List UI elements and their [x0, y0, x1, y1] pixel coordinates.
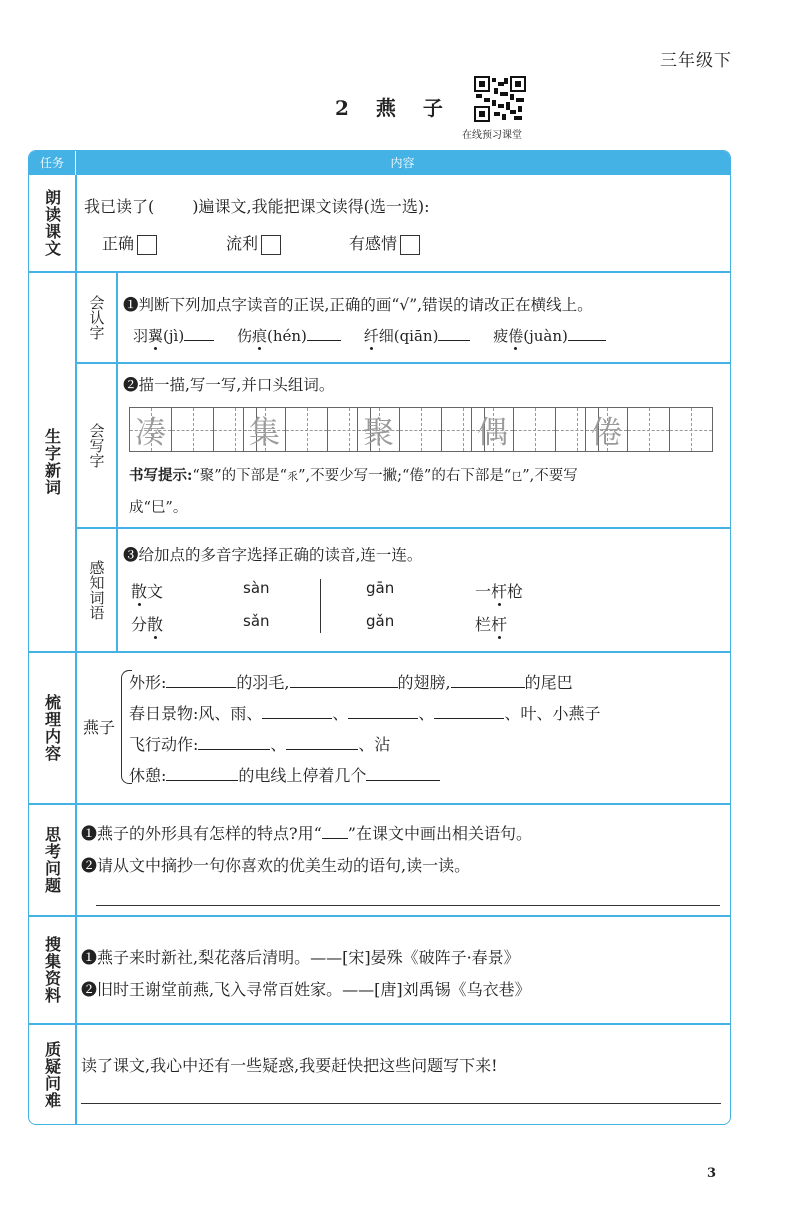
answer-line[interactable]	[81, 1103, 721, 1104]
answer-blank[interactable]	[198, 733, 270, 750]
header-task: 任务	[39, 156, 64, 170]
trace-character: 偶	[477, 415, 508, 451]
practice-cell[interactable]	[172, 408, 214, 451]
writing-tip: 书写提示:“聚”的下部是“乑”,不要少写一撇;“倦”的右下部是“㔾”,不要写	[129, 467, 578, 484]
section-label-collect: 搜集资料	[42, 935, 62, 1004]
read-prompt: 我已读了( )遍课文,我能把课文读得(选一选):	[84, 197, 430, 216]
answer-blank[interactable]	[307, 324, 341, 341]
recognize-item: 纤细(qiān)	[364, 327, 471, 345]
section-label-question: 质疑问难	[42, 1041, 62, 1109]
writing-tip-line2: 成“巳”。	[129, 500, 188, 516]
writing-grid[interactable]	[357, 407, 485, 452]
checkbox-fluent[interactable]	[261, 235, 281, 255]
trace-cell[interactable]	[130, 408, 172, 451]
sublabel-perceive: 感知词语	[87, 559, 106, 620]
perceive-word[interactable]: 栏杆	[475, 615, 508, 634]
checkbox-correct[interactable]	[137, 235, 157, 255]
practice-cell[interactable]	[628, 408, 670, 451]
sublabel-recognize: 会认字	[87, 294, 106, 340]
writing-grid[interactable]	[129, 407, 257, 452]
recognize-item: 疲倦(juàn)	[493, 327, 606, 345]
trace-character: 倦	[591, 415, 622, 451]
read-option-fluent[interactable]: 流利	[226, 231, 281, 255]
table-header	[29, 151, 730, 175]
trace-character: 聚	[363, 415, 394, 451]
answer-blank[interactable]	[451, 671, 525, 688]
recognize-instruction: ❶判断下列加点字读音的正误,正确的画“√”,错误的请改正在横线上。	[123, 296, 593, 314]
collect-item-1: ❶燕子来时新社,梨花落后清明。——[宋]晏殊《破阵子·春景》	[81, 948, 520, 967]
answer-blank[interactable]	[290, 671, 398, 688]
question-prompt: 读了课文,我心中还有一些疑惑,我要赶快把这些问题写下来!	[81, 1056, 498, 1075]
practice-cell[interactable]	[400, 408, 442, 451]
answer-blank[interactable]	[568, 324, 606, 341]
read-option-correct[interactable]: 正确	[102, 231, 157, 255]
section-label-words: 生字新词	[42, 427, 62, 496]
section-label-read: 朗读课文	[42, 189, 62, 257]
trace-character: 集	[249, 415, 280, 451]
sort-row-appearance: 外形: 的羽毛, 的翅膀, 的尾巴	[129, 673, 573, 692]
sort-row-flight: 飞行动作: 、 、沾	[129, 735, 391, 754]
underline-sample	[322, 822, 348, 839]
answer-blank[interactable]	[166, 671, 236, 688]
perceive-word[interactable]: 散文	[131, 582, 164, 601]
writing-grid[interactable]	[585, 407, 713, 452]
writing-grid[interactable]	[471, 407, 599, 452]
read-option-expressive[interactable]: 有感情	[349, 231, 420, 255]
answer-line[interactable]	[96, 905, 720, 906]
worksheet-table	[28, 150, 731, 1125]
lesson-title: 2 燕 子	[335, 96, 453, 120]
think-question-2: ❷请从文中摘抄一句你喜欢的优美生动的语句,读一读。	[81, 856, 471, 875]
perceive-pinyin[interactable]: sǎn	[243, 612, 270, 630]
answer-blank[interactable]	[438, 324, 470, 341]
grade-label: 三年级下	[660, 51, 732, 71]
header-content: 内容	[390, 156, 415, 170]
answer-blank[interactable]	[262, 702, 332, 719]
trace-cell[interactable]	[586, 408, 628, 451]
trace-cell[interactable]	[358, 408, 400, 451]
answer-blank[interactable]	[184, 324, 214, 341]
recognize-items	[133, 324, 606, 346]
answer-blank[interactable]	[166, 764, 238, 781]
checkbox-expressive[interactable]	[400, 235, 420, 255]
practice-cell[interactable]	[514, 408, 556, 451]
answer-blank[interactable]	[286, 733, 358, 750]
answer-blank[interactable]	[348, 702, 418, 719]
perceive-pinyin[interactable]: sàn	[243, 579, 270, 597]
trace-character: 凑	[135, 415, 166, 451]
section-label-sort: 梳理内容	[42, 693, 62, 762]
collect-item-2: ❷旧时王谢堂前燕,飞入寻常百姓家。——[唐]刘禹锡《乌衣巷》	[81, 980, 531, 999]
perceive-word[interactable]: 分散	[131, 615, 164, 634]
page-number: 3	[706, 1166, 716, 1181]
trace-cell[interactable]	[472, 408, 514, 451]
sort-row-scenery: 春日景物:风、雨、 、 、 、叶、小燕子	[129, 704, 601, 723]
sort-subject: 燕子	[83, 718, 116, 737]
qr-code-icon[interactable]	[474, 76, 526, 122]
perceive-pinyin[interactable]: gǎn	[366, 612, 395, 630]
writing-grid[interactable]	[243, 407, 371, 452]
sublabel-write: 会写字	[87, 422, 106, 468]
perceive-instruction: ❸给加点的多音字选择正确的读音,连一连。	[123, 546, 423, 564]
practice-cell[interactable]	[670, 408, 712, 451]
recognize-item: 羽翼(jì)	[133, 327, 214, 345]
answer-blank[interactable]	[434, 702, 504, 719]
think-question-1: ❶燕子的外形具有怎样的特点?用“ ”在课文中画出相关语句。	[81, 824, 532, 843]
section-label-think: 思考问题	[42, 825, 62, 894]
recognize-item: 伤痕(hén)	[237, 327, 341, 345]
qr-caption: 在线预习课堂	[462, 130, 522, 141]
answer-blank[interactable]	[366, 764, 440, 781]
sort-row-rest: 休憩: 的电线上停着几个	[129, 763, 440, 786]
perceive-pinyin[interactable]: gān	[366, 579, 395, 597]
practice-cell[interactable]	[286, 408, 328, 451]
write-instruction: ❷描一描,写一写,并口头组词。	[123, 376, 335, 394]
perceive-divider	[320, 579, 321, 633]
perceive-word[interactable]: 一杆枪	[475, 582, 524, 601]
trace-cell[interactable]	[244, 408, 286, 451]
